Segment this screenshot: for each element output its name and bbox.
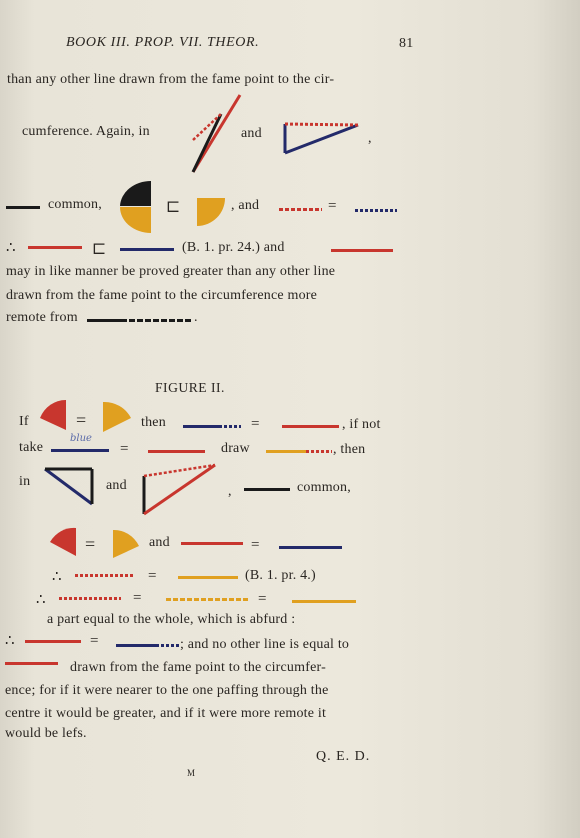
black-line-segment: [244, 488, 290, 491]
text-line-5: may in like manner be proved greater than any other line: [6, 264, 336, 279]
red-line-segment: [331, 249, 393, 252]
therefore-symbol: ∴: [6, 240, 16, 256]
equals-symbol: =: [85, 534, 96, 554]
text-line-2c: ,: [368, 131, 372, 146]
fig-line-1b: then: [141, 415, 166, 430]
fig-line-8a: ; and no other line is equal to: [180, 637, 350, 652]
sector-yellow-figure: [111, 528, 143, 562]
text-line-3a: common,: [48, 197, 102, 212]
triangle-blue-black-figure: [42, 466, 96, 508]
blue-line-segment: [116, 644, 156, 647]
page-number: 81: [399, 36, 414, 51]
text-line-7b: .: [194, 310, 198, 325]
blue-line-segment: [183, 425, 219, 428]
fig-line-4a: and: [149, 535, 170, 550]
yellow-line-segment: [178, 576, 238, 579]
red-line-segment: [282, 425, 339, 428]
fig-line-11: centre it would be greater, and if it were more remote it: [5, 706, 327, 721]
fig-line-1a: If: [19, 414, 29, 429]
sector-red-figure: [38, 398, 68, 434]
fig-line-3c: ,: [228, 484, 232, 499]
red-dotted-line: [306, 450, 332, 453]
blue-dotted-line: [156, 644, 180, 647]
fig-line-12: would be lefs.: [5, 726, 87, 741]
text-line-1: than any other line drawn from the fame point to the cir-: [7, 72, 335, 87]
therefore-symbol: ∴: [52, 569, 62, 585]
blue-dotted-line: [219, 425, 241, 428]
text-line-2b: and: [241, 126, 262, 141]
text-line-7: remote from: [6, 310, 78, 325]
blue-dotted-line: [355, 209, 397, 212]
fig-line-1c: , if not: [342, 417, 381, 432]
yellow-line-segment: [266, 450, 306, 453]
therefore-symbol: ∴: [5, 633, 15, 649]
greater-than-symbol: ⊏: [92, 239, 107, 258]
therefore-symbol: ∴: [36, 592, 46, 608]
qed: Q. E. D.: [316, 749, 371, 764]
red-dotted-line: [279, 208, 322, 211]
semicircle-black-yellow-figure: [117, 178, 157, 236]
equals-symbol: =: [328, 198, 337, 214]
handwritten-annotation: blue: [70, 433, 92, 444]
fig-line-2b: draw: [221, 441, 250, 456]
fig-line-7: a part equal to the whole, which is abfurd :: [47, 612, 296, 627]
quarter-circle-yellow-figure: [195, 196, 229, 230]
fig-line-3a: in: [19, 474, 31, 489]
blue-line-segment: [120, 248, 174, 251]
text-line-2a: cumference. Again, in: [22, 124, 150, 139]
yellow-line-segment: [292, 600, 356, 603]
fig-line-3d: common,: [297, 480, 351, 495]
running-title: BOOK III. PROP. VII. THEOR.: [66, 35, 260, 50]
equals-symbol: =: [251, 416, 260, 432]
fig-line-10: ence; for if it were nearer to the one paffing through the: [5, 683, 329, 698]
equals-symbol: =: [251, 537, 260, 553]
equals-symbol: =: [148, 568, 157, 584]
red-line-segment: [25, 640, 81, 643]
figure-title: FIGURE II.: [155, 380, 225, 395]
yellow-dashed-line: [166, 598, 250, 601]
fig-line-2c: , then: [333, 442, 366, 457]
fig-line-3b: and: [106, 478, 127, 493]
red-dotted-line: [59, 597, 121, 600]
sector-red-figure: [48, 526, 78, 560]
equals-symbol: =: [76, 410, 87, 430]
fig-line-9: drawn from the fame point to the circumfer-: [70, 660, 326, 675]
red-line-segment: [5, 662, 58, 665]
triangle-blue-figure: [282, 120, 362, 158]
red-line-segment: [148, 450, 205, 453]
equals-symbol: =: [258, 591, 267, 607]
equals-symbol: =: [133, 590, 142, 606]
blue-line-segment: [279, 546, 342, 549]
black-dashed-line: [129, 319, 191, 322]
equals-symbol: =: [120, 441, 129, 457]
black-line-segment: [87, 319, 127, 322]
red-line-segment: [181, 542, 243, 545]
greater-than-symbol: ⊏: [166, 197, 181, 216]
black-line-segment: [6, 206, 40, 209]
sector-yellow-figure: [101, 400, 135, 436]
fig-line-2a: take: [19, 440, 44, 455]
text-line-4a: (B. 1. pr. 24.) and: [182, 240, 285, 255]
equals-symbol: =: [90, 633, 99, 649]
blue-line-segment: [51, 449, 109, 452]
text-line-3b: , and: [231, 198, 260, 213]
triangle-red-figure-2: [141, 462, 219, 518]
text-line-6: drawn from the fame point to the circumference more: [6, 288, 318, 303]
red-dotted-line: [75, 574, 135, 577]
signature-mark: M: [187, 768, 196, 778]
fig-line-5a: (B. 1. pr. 4.): [245, 568, 316, 583]
red-line-segment: [28, 246, 82, 249]
